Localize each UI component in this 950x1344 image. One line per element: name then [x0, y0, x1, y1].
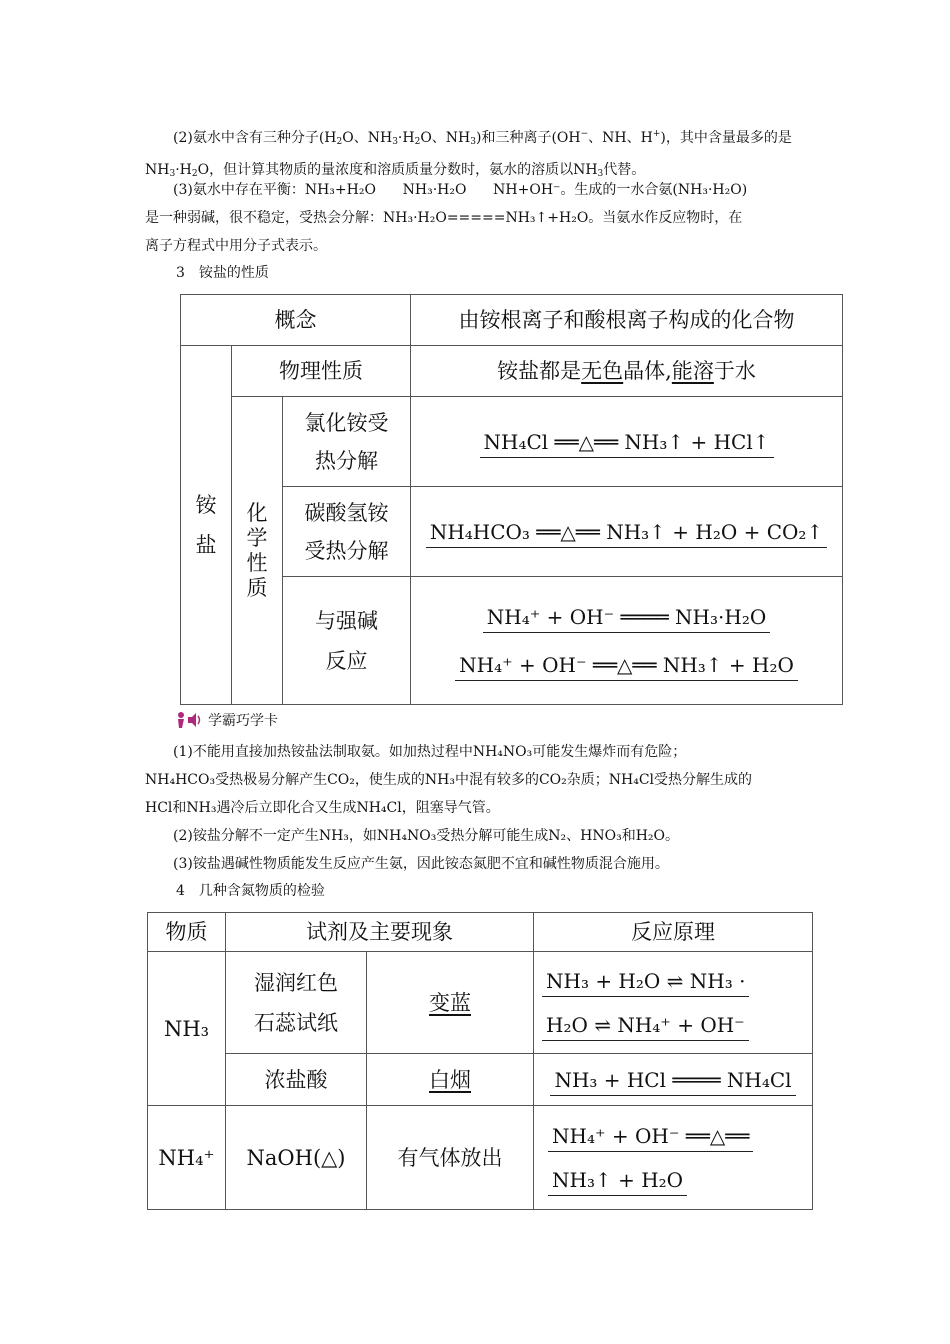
paragraph-ammonia-equilibrium: (3)氨水中存在平衡：NH₃+H₂O NH₃·H₂O NH+OH⁻。生成的一水合氨(NH₃·H₂O) [173, 182, 748, 198]
row1-label: 氯化铵受热分解 [283, 397, 411, 487]
header-substance: 物质 [148, 913, 226, 952]
paragraph-ammonia-equilibrium-3: 离子方程式中用分子式表示。 [145, 238, 327, 254]
tip-card-title: 学霸巧学卡 [176, 710, 278, 730]
r2-phenomenon: 白烟 [367, 1054, 534, 1106]
substance-nh3: NH₃ [148, 952, 226, 1106]
row1-equation: NH₄Cl ══△══ NH₃↑ + HCl↑ [411, 397, 843, 487]
ammonium-salt-table [180, 294, 843, 705]
row2-equation: NH₄HCO₃ ══△══ NH₃↑ + H₂O + CO₂↑ [411, 487, 843, 577]
r2-equation: NH₃ + HCl ════ NH₄Cl [534, 1054, 813, 1106]
paragraph-ammonia-equilibrium-2: 是一种弱碱，很不稳定，受热会分解：NH₃·H₂O=====NH₃↑+H₂O。当氨水作反应物时，在 [145, 210, 743, 226]
r1-reagent: 湿润红色石蕊试纸 [226, 952, 367, 1054]
paragraph-ammonia-composition: (2)氨水中含有三种分子($H_2O$、$NH_3\cdot H_2O$、$NH_3$)和三种离子(OH−、NH、H+)，其中含量最多的是$NH_3\cdot H_2O$，但计算其物质的量浓度和溶质质量分数时，氨水的溶质以$NH_3$代替。 [145, 129, 792, 179]
speaker-person-icon [176, 711, 204, 729]
tip-item-3: (3)铵盐遇碱性物质能发生反应产生氨，因此铵态氮肥不宜和碱性物质混合施用。 [173, 856, 669, 872]
physical-properties-label: 物理性质 [232, 346, 411, 397]
nitrogen-test-table [147, 912, 813, 1210]
r3-equation: NH₄⁺ + OH⁻ ══△══ NH₃↑ + H₂O [534, 1106, 813, 1210]
concept-value: 由铵根离子和酸根离子构成的化合物 [411, 295, 843, 346]
substance-nh4: NH₄⁺ [148, 1106, 226, 1210]
row3-equations: NH₄⁺ + OH⁻ ════ NH₃·H₂O NH₄⁺ + OH⁻ ══△══ NH₃↑ + H₂O [411, 577, 843, 705]
header-principle: 反应原理 [534, 913, 813, 952]
chemical-properties-label: 化学性质 [232, 397, 283, 705]
r1-equation: NH₃ + H₂O ⇌ NH₃ · H₂O ⇌ NH₄⁺ + OH⁻ [534, 952, 813, 1054]
r1-phenomenon: 变蓝 [367, 952, 534, 1054]
physical-properties-value: 铵盐都是无色晶体,能溶于水 [411, 346, 843, 397]
row3-label: 与强碱反应 [283, 577, 411, 705]
tip-item-2: (2)铵盐分解不一定产生NH₃，如NH₄NO₃受热分解可能生成N₂、HNO₃和H₂O。 [173, 828, 680, 844]
r3-reagent: NaOH(△) [226, 1106, 367, 1210]
tip-item-1a: (1)不能用直接加热铵盐法制取氨。如加热过程中NH₄NO₃可能发生爆炸而有危险； [173, 744, 687, 760]
concept-label: 概念 [181, 295, 411, 346]
tip-item-1c: HCl和NH₃遇冷后立即化合又生成NH₄Cl，阻塞导气管。 [145, 800, 500, 816]
r2-reagent: 浓盐酸 [226, 1054, 367, 1106]
tip-item-1b: NH₄HCO₃受热极易分解产生CO₂，使生成的NH₃中混有较多的CO₂杂质；NH₄Cl受热分解生成的 [145, 772, 753, 788]
section-heading-3: 3 铵盐的性质 [176, 265, 269, 281]
row2-label: 碳酸氢铵受热分解 [283, 487, 411, 577]
r3-phenomenon: 有气体放出 [367, 1106, 534, 1210]
header-reagent: 试剂及主要现象 [226, 913, 534, 952]
section-heading-4: 4 几种含氮物质的检验 [176, 883, 325, 899]
group-label: 铵盐 [181, 346, 232, 705]
